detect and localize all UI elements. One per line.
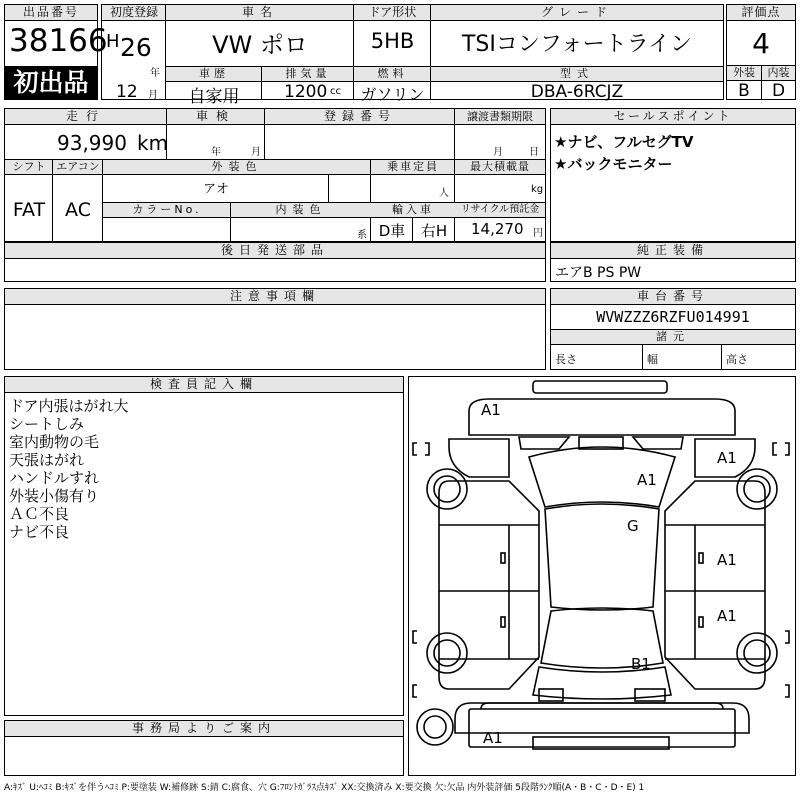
equipment: エアB PS PW bbox=[555, 265, 642, 281]
reg-year-unit: 年 bbox=[150, 68, 160, 79]
score: 4 bbox=[752, 27, 770, 60]
shift-label: シフト bbox=[12, 160, 46, 173]
interior-score: D bbox=[771, 81, 786, 101]
history-label: 車歴 bbox=[199, 67, 229, 80]
inspector-note: ハンドルすれ bbox=[9, 469, 100, 487]
mark-rear: B1 bbox=[631, 655, 651, 673]
exterior-score: B bbox=[738, 81, 750, 101]
inspector-note: ナビ不良 bbox=[9, 523, 70, 541]
ac-label: エアコン bbox=[56, 160, 100, 173]
transfer-month-unit: 月 bbox=[493, 147, 503, 158]
inspection-year-unit: 年 bbox=[211, 147, 221, 158]
ac: AC bbox=[65, 199, 91, 221]
load-label: 最大積載量 bbox=[470, 160, 530, 173]
sales-point-2: ★バックモニター bbox=[554, 155, 673, 173]
inspection-label: 車検 bbox=[195, 109, 236, 123]
reg-no-label: 登録番号 bbox=[323, 109, 396, 123]
notes-box bbox=[4, 288, 546, 370]
chassis-number: WVWZZZ6RZFU014991 bbox=[596, 308, 750, 326]
recycle-fee: 14,270 bbox=[471, 220, 524, 238]
mileage: 93,990 bbox=[57, 131, 127, 155]
car-name: VW ポロ bbox=[212, 31, 308, 59]
reg-year: 26 bbox=[120, 33, 152, 62]
first-reg-label: 初度登録 bbox=[109, 5, 158, 19]
vehicle-info-row2 bbox=[4, 108, 546, 242]
chassis-box bbox=[550, 288, 796, 370]
equipment-label: 純正装備 bbox=[551, 243, 795, 259]
mark-rear-bottom: A1 bbox=[483, 729, 503, 747]
inspector-box bbox=[4, 376, 404, 716]
inspector-note: シートしみ bbox=[9, 415, 85, 433]
model-label: 型式 bbox=[560, 67, 594, 80]
exterior-color: アオ bbox=[203, 182, 229, 197]
notes-label: 注意事項欄 bbox=[5, 289, 545, 305]
recycle-label: リサイクル預託金 bbox=[460, 204, 540, 215]
vehicle-info-row1 bbox=[101, 4, 724, 107]
fuel: ガソリン bbox=[360, 85, 425, 104]
first-listing-badge: 初出品 bbox=[4, 66, 98, 100]
equipment-box bbox=[550, 242, 796, 282]
dims-length: 長さ bbox=[555, 353, 577, 366]
recycle-unit: 円 bbox=[533, 228, 543, 239]
inspector-note: ドア内張はがれ大 bbox=[9, 397, 129, 415]
door-label: ドア形状 bbox=[368, 5, 417, 19]
fuel-label: 燃料 bbox=[377, 67, 408, 80]
dims-width: 幅 bbox=[647, 353, 658, 366]
color-no-label: カラーNo. bbox=[132, 203, 202, 216]
import-label: 輸入車 bbox=[392, 203, 434, 216]
exterior-label: 外装 bbox=[733, 66, 755, 79]
car-name-label: 車名 bbox=[241, 5, 278, 19]
inspector-note: 天張はがれ bbox=[9, 451, 85, 469]
legend: A:ｷｽﾞ U:ﾍｺﾐ B:ｷｽﾞを伴うﾍｺﾐ P:要塗装 W:補修跡 S:錆 C:腐食、穴 G:ﾌﾛﾝﾄｶﾞﾗｽ点ｷｽﾞ XX:交換済み X:要交換 欠:欠品 内外装評価 5段階ﾗﾝｸ順(A・B・C・D・E) 1 bbox=[4, 783, 645, 793]
sales-points-box bbox=[550, 108, 796, 242]
transfer-day-unit: 日 bbox=[529, 147, 539, 158]
grade-label: グレード bbox=[540, 5, 613, 19]
inspector-note: 外装小傷有り bbox=[9, 487, 100, 505]
mileage-unit: km bbox=[137, 131, 169, 155]
mark-front-right: A1 bbox=[717, 449, 737, 467]
displacement-unit: cc bbox=[330, 86, 341, 97]
dims-height: 高さ bbox=[726, 353, 748, 366]
reg-month: 12 bbox=[116, 82, 138, 102]
handle-side: 右H bbox=[420, 222, 448, 240]
model: DBA-6RCJZ bbox=[530, 82, 624, 102]
lot-label: 出品番号 bbox=[5, 5, 97, 21]
sales-label: セールスポイント bbox=[551, 109, 795, 125]
damage-diagram bbox=[408, 376, 796, 776]
capacity-label: 乗車定員 bbox=[387, 160, 439, 173]
mark-roof: G bbox=[627, 517, 639, 535]
shift: FAT bbox=[12, 199, 46, 221]
sales-point-1: ★ナビ、フルセグTV bbox=[554, 133, 694, 151]
history: 自家用 bbox=[188, 87, 240, 107]
score-label: 評価点 bbox=[727, 5, 795, 21]
car-outline bbox=[409, 377, 795, 775]
mark-right-door: A1 bbox=[717, 551, 737, 569]
office-label: 事務局よりご案内 bbox=[5, 721, 403, 737]
later-parts-label: 後日発送部品 bbox=[5, 243, 545, 259]
color-label: 外装色 bbox=[211, 160, 263, 173]
office-box bbox=[4, 720, 404, 776]
interior-color-suffix: 系 bbox=[357, 230, 367, 241]
grade: TSIコンフォートライン bbox=[461, 32, 693, 57]
displacement-label: 排気量 bbox=[285, 67, 331, 80]
era-mark: H bbox=[106, 31, 120, 52]
chassis-label: 車台番号 bbox=[551, 289, 795, 305]
score-box bbox=[726, 4, 796, 100]
displacement: 1200 bbox=[284, 82, 328, 102]
interior-color-label: 内装色 bbox=[275, 203, 327, 216]
inspector-note: ＡＣ不良 bbox=[9, 505, 70, 523]
inspector-note: 室内動物の毛 bbox=[9, 433, 100, 451]
lot-number: 38166 bbox=[9, 23, 108, 59]
mark-front-left: A1 bbox=[481, 401, 501, 419]
inspection-month-unit: 月 bbox=[251, 147, 261, 158]
import-value: D車 bbox=[378, 222, 406, 240]
inspector-label: 検査員記入欄 bbox=[5, 377, 403, 393]
interior-label: 内装 bbox=[767, 66, 790, 79]
mark-hood: A1 bbox=[637, 471, 657, 489]
mileage-label: 走行 bbox=[65, 109, 106, 123]
dims-label: 諸元 bbox=[551, 330, 795, 344]
transfer-label: 譲渡書類期限 bbox=[467, 110, 533, 123]
reg-month-unit: 月 bbox=[148, 90, 158, 101]
load-unit: kg bbox=[531, 184, 544, 195]
capacity-unit: 人 bbox=[439, 188, 449, 199]
later-parts-box bbox=[4, 242, 546, 282]
mark-right-rear-door: A1 bbox=[717, 607, 737, 625]
door-type: 5HB bbox=[370, 29, 415, 53]
